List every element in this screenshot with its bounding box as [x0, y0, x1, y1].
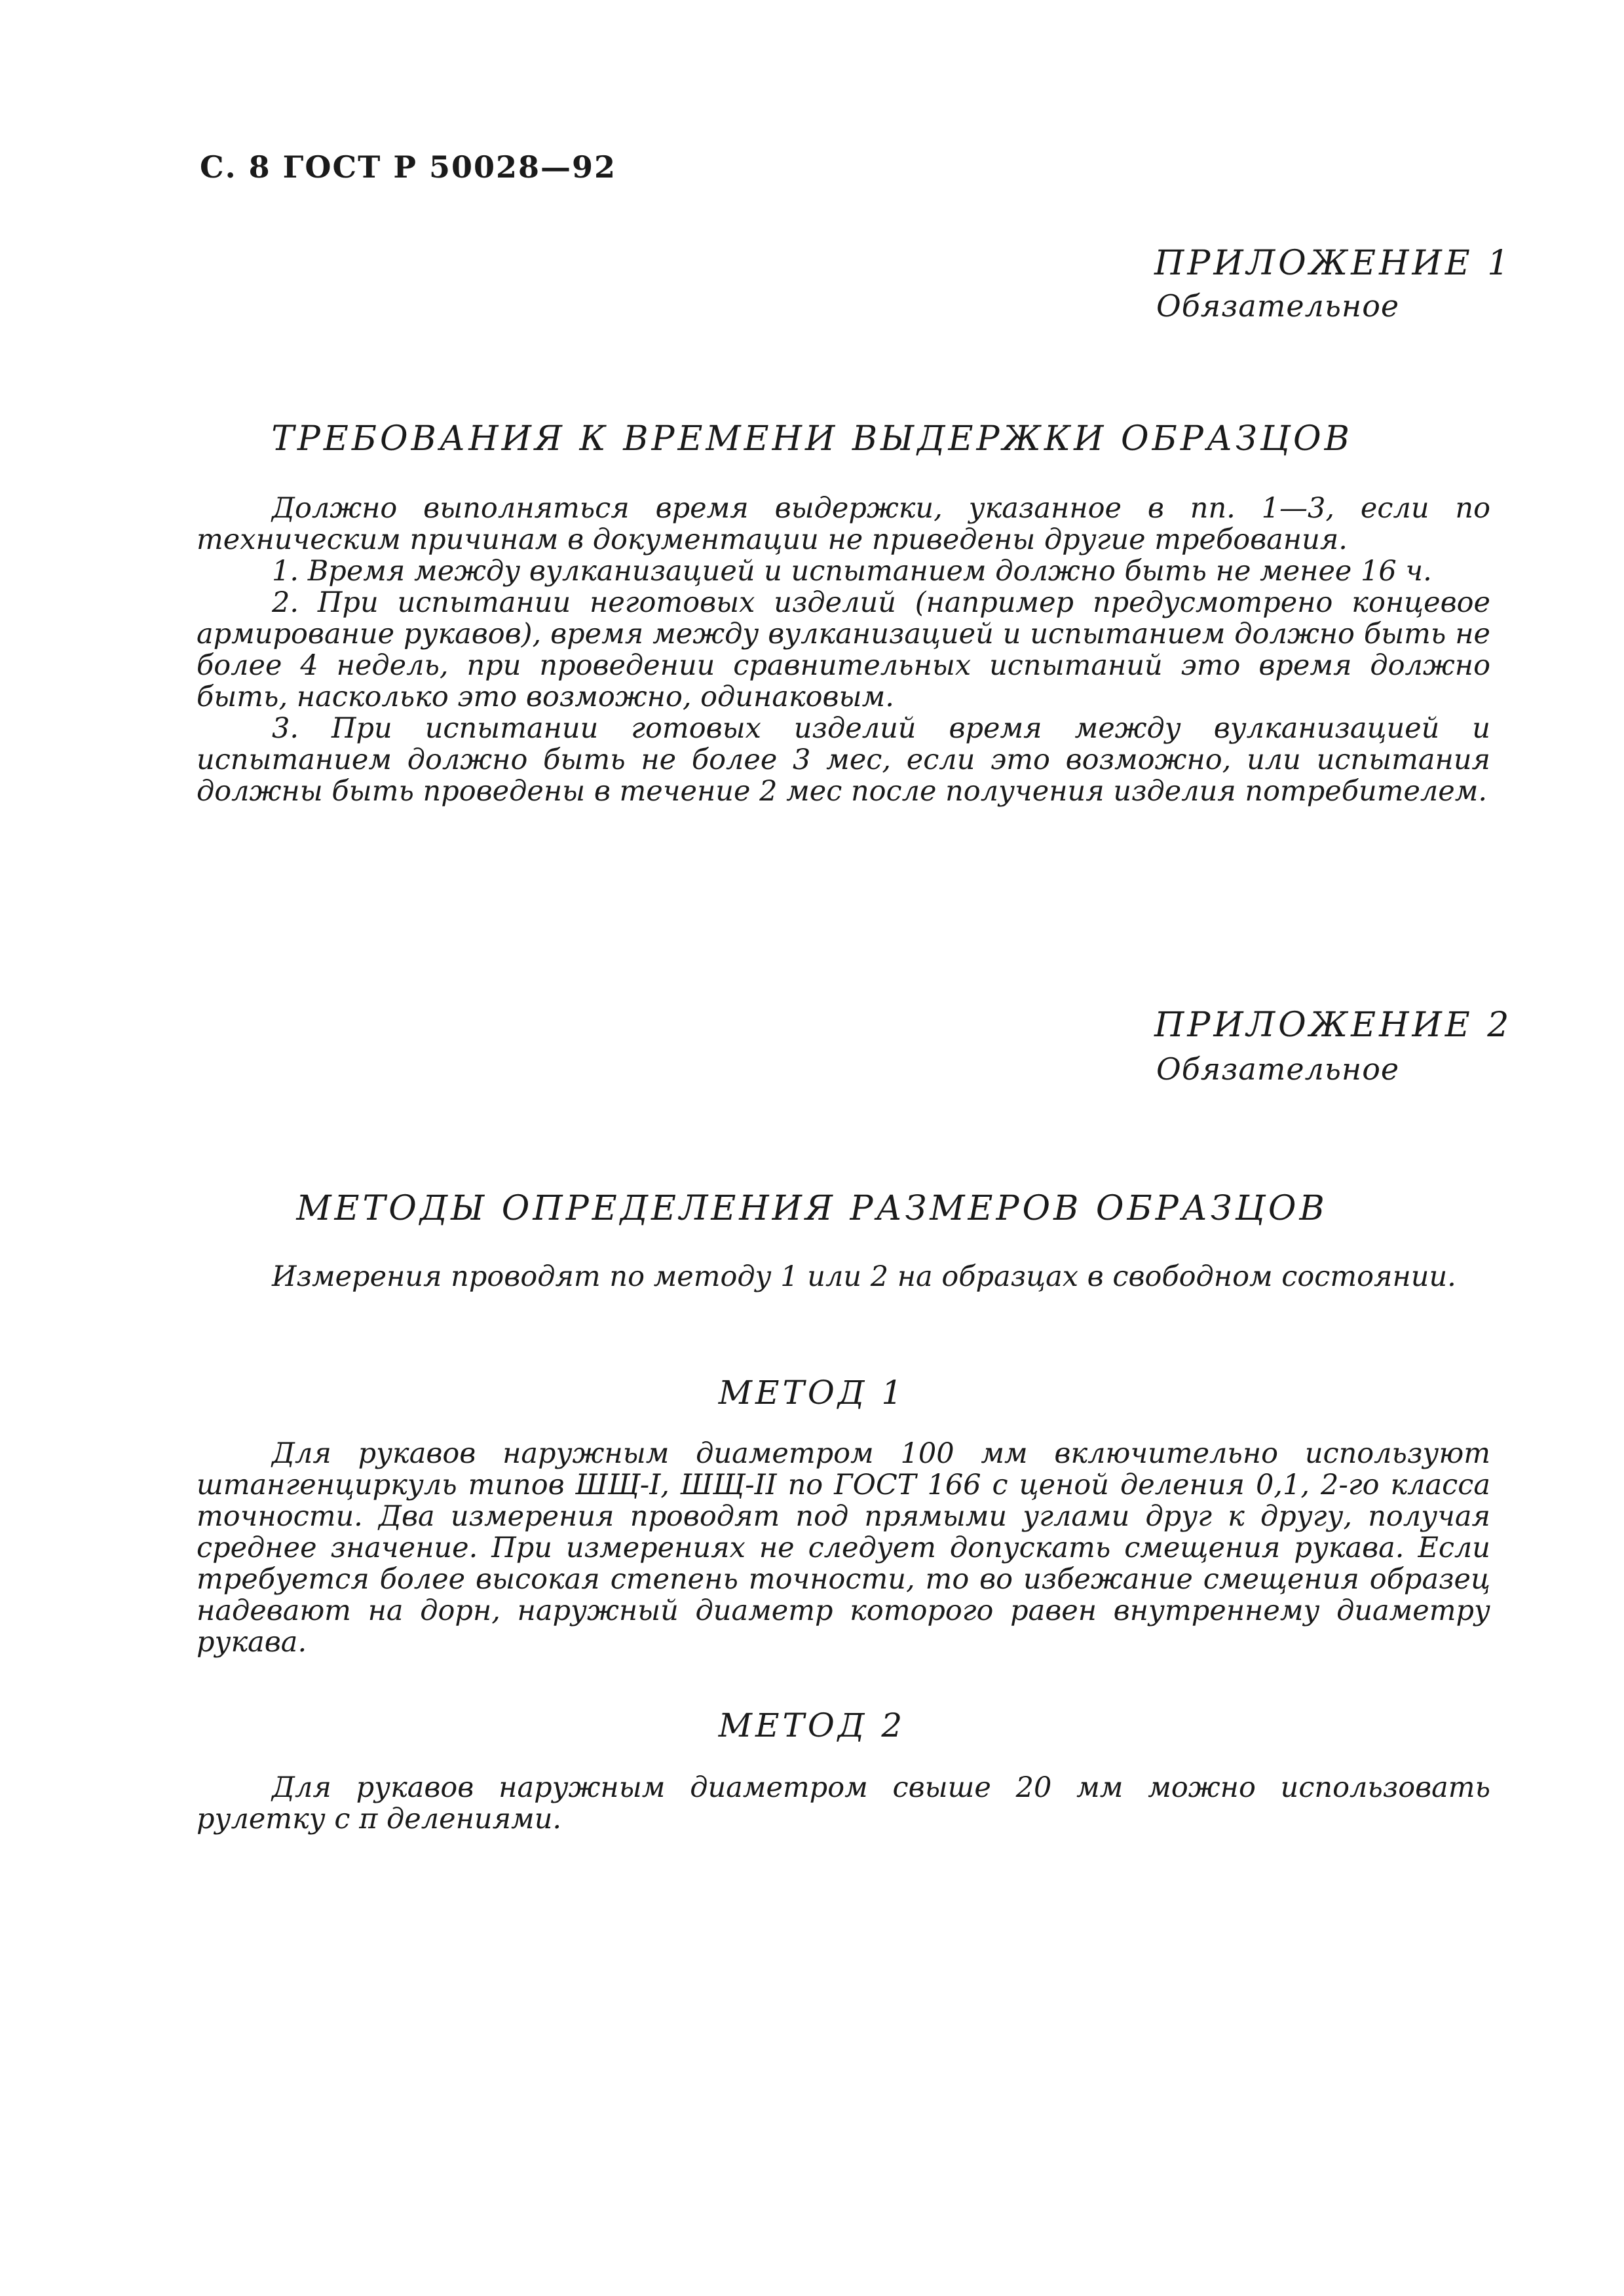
appendix-1-intro-paragraph: Должно выполняться время выдержки, указанное в пп. 1—3, если по техническим причинам в документации не приведены другие требования.	[197, 492, 1490, 556]
appendix-2-label: ПРИЛОЖЕНИЕ 2	[1154, 1006, 1513, 1045]
page-header: С. 8 ГОСТ Р 50028—92	[200, 149, 617, 185]
method-1-body	[197, 1438, 1490, 1658]
method-2-paragraph: Для рукавов наружным диаметром свыше 20 мм можно использовать рулетку с π делениями.	[197, 1771, 1490, 1835]
method-1-title: МЕТОД 1	[718, 1374, 906, 1412]
appendix-1-title: ТРЕБОВАНИЯ К ВРЕМЕНИ ВЫДЕРЖКИ ОБРАЗЦОВ	[271, 419, 1353, 459]
appendix-2-intro	[197, 1261, 1490, 1292]
method-2-body	[197, 1772, 1490, 1835]
method-1-paragraph: Для рукавов наружным диаметром 100 мм включительно используют штангенциркуль типов ШЩ-I, ШЩ-II по ГОСТ 166 с ценой деления 0,1, 2-го класса точности. Два измерения проводят под прямыми углами друг к другу, получая среднее значение. При измерениях не следует допускать смещения рукава. Если требуется более высокая степень точности, то во избежание смещения образец надевают на дорн, наружный диаметр которого равен внутреннему диаметру рукава.	[197, 1437, 1490, 1659]
appendix-1-item-3: 3. При испытании готовых изделий время между вулканизацией и испытанием должно быть не более 3 мес, если это возможно, или испытания должны быть проведены в течение 2 мес после получения изделия потребителем.	[197, 712, 1490, 808]
appendix-1-status: Обязательное	[1156, 288, 1400, 324]
appendix-2-status: Обязательное	[1156, 1051, 1400, 1087]
appendix-1-body	[197, 493, 1490, 807]
method-2-title: МЕТОД 2	[718, 1706, 906, 1744]
appendix-2-title: МЕТОДЫ ОПРЕДЕЛЕНИЯ РАЗМЕРОВ ОБРАЗЦОВ	[296, 1189, 1328, 1228]
appendix-2-intro-paragraph: Измерения проводят по методу 1 или 2 на образцах в свободном состоянии.	[272, 1260, 1456, 1293]
appendix-1-item-2: 2. При испытании неготовых изделий (например предусмотрено концевое армирование рукавов), время между вулканизацией и испытанием должно быть не более 4 недель, при проведении сравнительных испытаний это время должно быть, насколько это возможно, одинаковым.	[197, 586, 1490, 713]
appendix-1-item-1: 1. Время между вулканизацией и испытанием должно быть не менее 16 ч.	[272, 555, 1432, 588]
appendix-1-label: ПРИЛОЖЕНИЕ 1	[1154, 244, 1513, 283]
